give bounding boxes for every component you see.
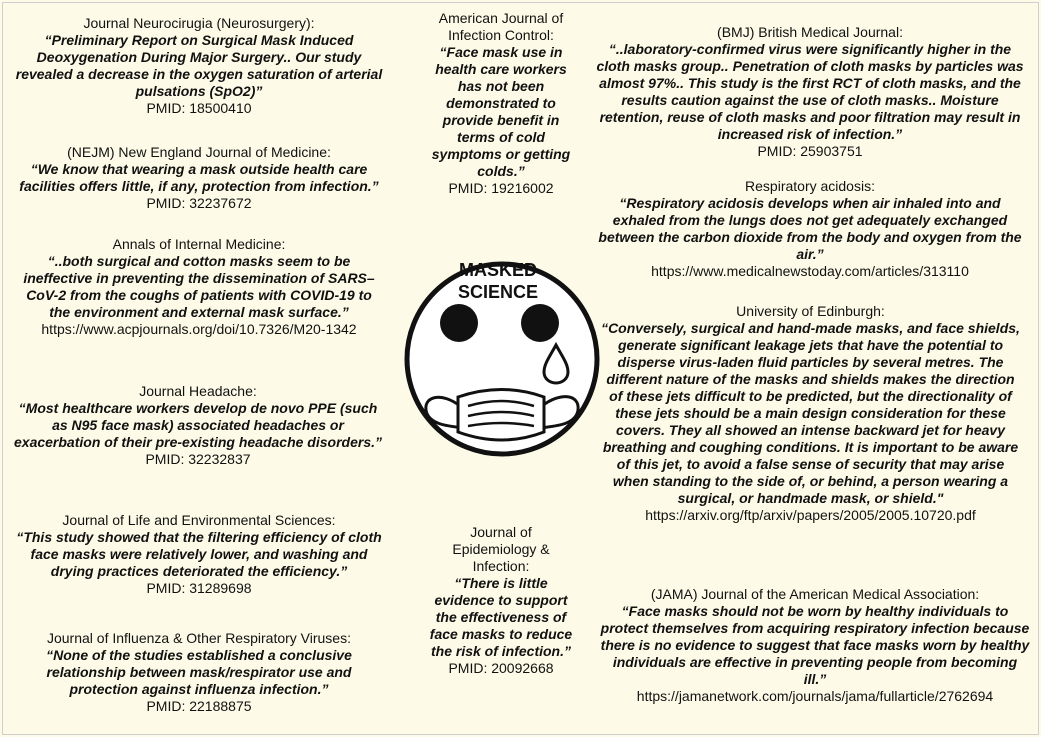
citation-reference: PMID: 25903751	[757, 143, 863, 159]
citation-reference: PMID: 22188875	[146, 698, 252, 714]
citation-source: Respiratory acidosis:	[745, 178, 875, 194]
citation-respiratory-acidosis	[595, 178, 1025, 280]
citation-quote: “Most healthcare workers develop de novo PPE (such as N95 face mask) associated headaches or exacerbation of their pre-existing headache disorders.”	[14, 400, 382, 450]
citation-quote: “There is little evidence to support the effectiveness of face masks to reduce the risk of infection.”	[429, 575, 573, 659]
citation-reference: https://www.medicalnewstoday.com/articles/313110	[651, 263, 969, 279]
citation-jama	[600, 586, 1030, 705]
citation-quote: “Conversely, surgical and hand-made masks, and face shields, generate significant leakage jets that have the potential to disperse virus-laden fluid particles by several metres. The different nature of the masks and shields makes the direction of these jets difficult to be predicted, but the directionality of these jets should be a main design consideration for these covers. They all showed an intense backward jet for heavy breathing and coughing conditions. It is important to be aware of this jet, to avoid a false sense of security that may arise when standing to the side of, or behind, a person wearing a surgical, or handmade mask, or shield."	[601, 320, 1020, 506]
citation-reference: PMID: 20092668	[448, 660, 554, 676]
citation-epidemiology	[428, 524, 574, 677]
citation-source: (BMJ) British Medical Journal:	[717, 24, 903, 40]
citation-quote: “..both surgical and cotton masks seem to be ineffective in preventing the dissemination of SARS–CoV-2 from the coughs of patients with COVID-19 to the environment and external mask surface.”	[23, 253, 375, 320]
citation-source: (NEJM) New England Journal of Medicine:	[67, 144, 331, 160]
citation-reference: PMID: 18500410	[146, 100, 252, 116]
citation-source: Journal of Influenza & Other Respiratory Viruses:	[46, 630, 351, 646]
citation-source: American Journal of Infection Control:	[438, 10, 564, 43]
center-title-line2: SCIENCE	[457, 282, 539, 302]
citation-quote: “This study showed that the filtering efficiency of cloth face masks were relatively lower, and washing and drying practices deteriorated the efficiency.”	[16, 529, 382, 579]
citation-source: Journal Neurocirugia (Neurosurgery):	[83, 15, 315, 31]
citation-quote: “None of the studies established a conclusive relationship between mask/respirator use and protection against influenza infection.”	[46, 647, 352, 697]
citation-source: (JAMA) Journal of the American Medical Association:	[650, 586, 980, 602]
citation-nejm	[14, 144, 384, 212]
citation-source: University of Edinburgh:	[736, 303, 885, 319]
citation-quote: “..laboratory-confirmed virus were significantly higher in the cloth masks group.. Penetration of cloth masks by particles was almost 97%.. This study is the first RCT of cloth masks, and the results caution against the use of cloth masks.. Moisture retention, reuse of cloth masks and poor filtration may result in increased risk of infection.”	[596, 41, 1024, 142]
citation-source: Journal of Epidemiology & Infection:	[452, 524, 550, 574]
citation-reference: PMID: 32237672	[146, 195, 252, 211]
citation-quote: “We know that wearing a mask outside health care facilities offers little, if any, protection from infection.”	[19, 161, 379, 194]
citation-ajic	[428, 10, 574, 197]
citation-quote: “Face masks should not be worn by healthy individuals to protect themselves from acquiring respiratory infection because there is no evidence to suggest that face masks worn by healthy individuals are effective in preventing people from becoming ill.”	[600, 603, 1030, 687]
citation-influenza	[14, 630, 384, 715]
center-title-line1: MASKED	[458, 260, 538, 280]
citation-bmj	[595, 24, 1025, 160]
citation-quote: “Face mask use in health care workers has not been demonstrated to provide benefit in terms of cold symptoms or getting colds.”	[431, 44, 571, 179]
citation-source: Annals of Internal Medicine:	[112, 236, 286, 252]
citation-quote: “Respiratory acidosis develops when air inhaled into and exhaled from the lungs does not get adequately exchanged between the carbon dioxide from the body and oxygen from the air.”	[598, 195, 1022, 262]
citation-reference: PMID: 31289698	[146, 580, 252, 596]
right-eye	[521, 304, 559, 342]
citation-source: Journal of Life and Environmental Sciences:	[62, 512, 336, 528]
citation-source: Journal Headache:	[139, 383, 257, 399]
citation-neurocirugia	[14, 15, 384, 117]
citation-reference: https://arxiv.org/ftp/arxiv/papers/2005/2005.10720.pdf	[645, 507, 976, 523]
citation-reference: PMID: 32232837	[145, 451, 251, 467]
citation-annals	[14, 236, 384, 338]
citation-edinburgh	[598, 303, 1023, 524]
citation-reference: https://jamanetwork.com/journals/jama/fullarticle/2762694	[636, 688, 994, 704]
citation-quote: “Preliminary Report on Surgical Mask Induced Deoxygenation During Major Surgery.. Our study revealed a decrease in the oxygen saturation of arterial pulsations (SpO2)”	[15, 32, 383, 99]
citation-reference: https://www.acpjournals.org/doi/10.7326/M20-1342	[41, 321, 357, 337]
left-eye	[440, 304, 478, 342]
citation-headache	[10, 383, 386, 468]
masked-science-face	[402, 234, 602, 484]
citation-life-environmental	[14, 512, 384, 597]
citation-reference: PMID: 19216002	[448, 180, 554, 196]
